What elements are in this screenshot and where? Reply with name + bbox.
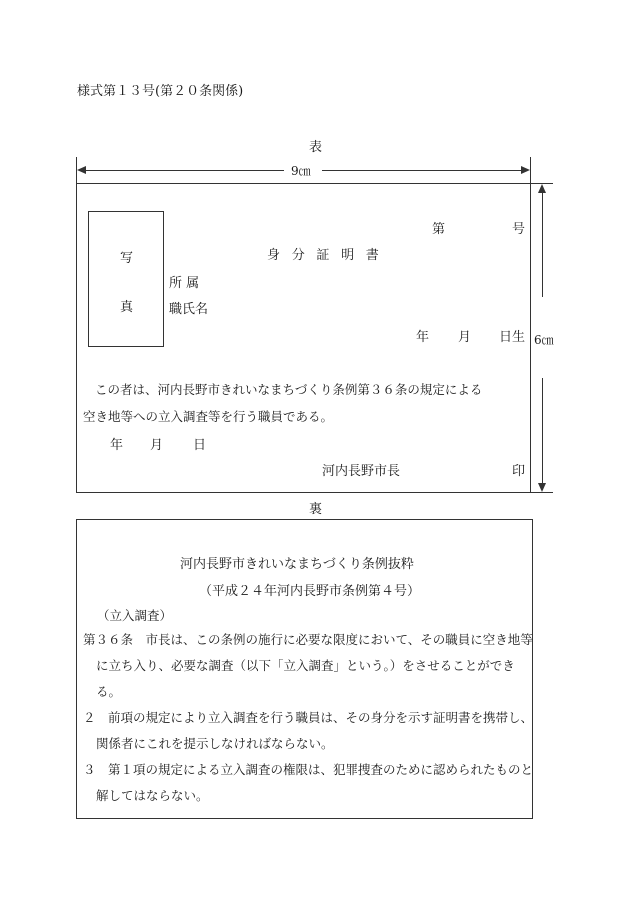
width-line-left bbox=[84, 170, 284, 171]
issuer-name: 河内長野市長 bbox=[322, 464, 401, 479]
height-line-top bbox=[542, 192, 543, 297]
seal-mark: 印 bbox=[512, 464, 526, 479]
birth-year-label: 年 bbox=[416, 330, 430, 345]
width-label: 9㎝ bbox=[291, 164, 311, 178]
photo-box bbox=[88, 211, 164, 347]
article-item-3: ３ 第１項の規定による立入調査の権限は、犯罪捜査のために認められたものと解してはならない。 bbox=[83, 762, 534, 803]
ordinance-title: 河内長野市きれいなまちづくり条例抜粋 bbox=[180, 557, 414, 572]
birth-day-label: 日生 bbox=[499, 330, 526, 345]
width-line-right bbox=[322, 170, 522, 171]
arrow-down-icon bbox=[538, 483, 546, 492]
form-number: 様式第１３号(第２０条関係) bbox=[77, 84, 244, 99]
birth-month-label: 月 bbox=[458, 330, 472, 345]
front-side-label: 表 bbox=[309, 140, 323, 155]
ordinance-text bbox=[83, 627, 533, 809]
height-label: 6㎝ bbox=[534, 333, 554, 347]
issue-year-label: 年 bbox=[110, 438, 124, 453]
height-tick-bottom bbox=[531, 492, 553, 493]
photo-label-2: 真 bbox=[120, 300, 134, 315]
article-36-text: 第３６条 市長は、この条例の施行に必要な限度において、その職員に空き地等に立ち入り、必要な調査（以下「立入調査」という。）をさせることができる。 bbox=[83, 632, 533, 699]
arrow-right-icon bbox=[521, 166, 530, 174]
section-heading: （立入調査） bbox=[97, 608, 173, 623]
back-side-label: 裏 bbox=[309, 502, 323, 517]
statement-line-2: 空き地等への立入調査等を行う職員である。 bbox=[83, 409, 334, 424]
card-number-suffix: 号 bbox=[512, 222, 526, 237]
name-label: 職氏名 bbox=[169, 302, 209, 317]
article-item-2: ２ 前項の規定により立入調査を行う職員は、その身分を示す証明書を携帯し、関係者にこれを提示しなければならない。 bbox=[83, 710, 534, 751]
statement-line-1: この者は、河内長野市きれいなまちづくり条例第３６条の規定による bbox=[95, 382, 483, 397]
issue-month-label: 月 bbox=[150, 438, 164, 453]
certificate-title: 身分証明書 bbox=[267, 248, 391, 263]
issue-day-label: 日 bbox=[193, 438, 207, 453]
width-tick-right bbox=[530, 157, 531, 183]
ordinance-subtitle: （平成２４年河内長野市条例第４号） bbox=[199, 584, 421, 599]
card-number-prefix: 第 bbox=[432, 222, 446, 237]
height-line-bottom bbox=[542, 378, 543, 483]
photo-label-1: 写 bbox=[120, 251, 134, 266]
affiliation-label: 所 属 bbox=[169, 276, 200, 291]
